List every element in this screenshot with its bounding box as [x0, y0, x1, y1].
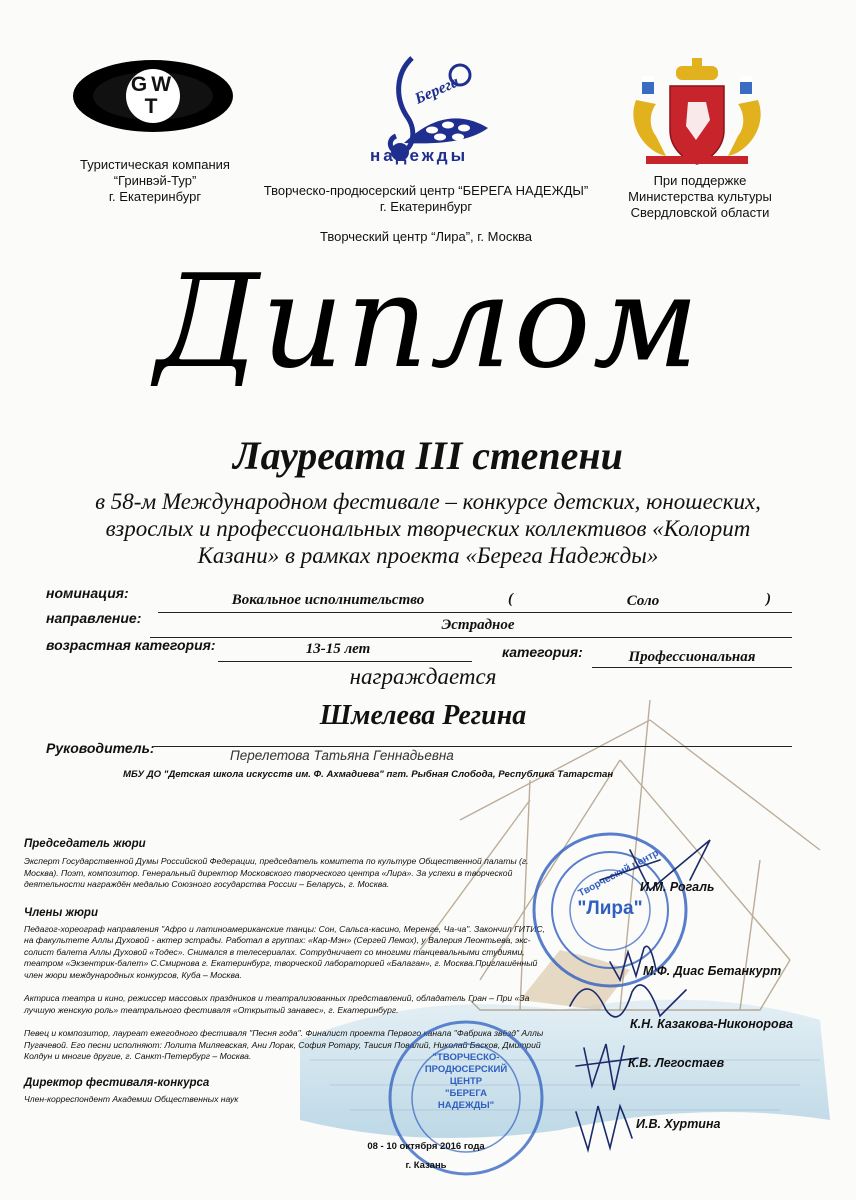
jury-chair-bio: Эксперт Государственной Думы Российской Федерации, председатель комитета по культуре Общественной палаты (г. Москва). Поэт, композитор. Генеральный директор Московского творческого центра «Лира». За успехи в творческой деятельности награждён медалью Союзного государства России – Беларусь, г. Москва.	[24, 856, 529, 889]
center-organization: Творческо-продюсерский центр “БЕРЕГА НАДЕЖДЫ” г. Екатеринбург	[263, 183, 589, 214]
leader-underline	[154, 746, 792, 747]
jury-member-3-bio: Певец и композитор, лауреат ежегодного фестиваля "Песня года". Финалист проекта Первого канала "Фабрика звёзд" Аллы Пугачевой. Его песни исполняют: Лолита Миляевская, Ани Лорак, София Ротару, Таисия Повалий, Николай Басков, Дмитрий Колдун и многие другие, г. Санкт-Петербург – Москва.	[24, 1028, 544, 1061]
direction-value: Эстрадное	[441, 617, 515, 633]
direction-label: направление:	[46, 610, 142, 626]
jury-chair-heading: Председатель жюри	[24, 838, 146, 850]
right-organization: При поддержке Министерства культуры Свердловской области	[628, 173, 772, 220]
festival-director-heading: Директор фестиваля-конкурса	[24, 1076, 210, 1089]
signature-name-2: М.Ф. Диас Бетанкурт	[643, 964, 782, 978]
berega-nadezhdy-logo	[356, 48, 496, 166]
diploma-title: Диплом	[155, 248, 701, 397]
lira-stamp-center-text: "Лира"	[577, 898, 643, 919]
festival-director-bio: Член-корреспондент Академии Общественных наук	[24, 1093, 239, 1104]
jury-member-2-bio: Актриса театра и кино, режиссер массовых праздников и театрализованных представлений, обладатель Гран – При «За лучшую женскую роль» театрального фестиваля «Открытый занавес», г. Екатеринбург.	[24, 993, 530, 1015]
lira-stamp-ring-text: Творческий центр	[576, 847, 661, 900]
signature-name-4: К.В. Легостаев	[628, 1056, 725, 1070]
berega-stamp-text: "ТВОРЧЕСКО- ПРОДЮСЕРСКИЙ ЦЕНТР "БЕРЕГА НАДЕЖДЫ"	[424, 1052, 508, 1111]
nomination-paren-open: (	[508, 591, 513, 607]
nomination-underline	[158, 612, 792, 613]
handwritten-signatures	[540, 820, 770, 1160]
leader-name: Перелетова Татьяна Геннадьевна	[230, 748, 454, 763]
leader-label: Руководитель:	[46, 740, 155, 756]
festival-dates: 08 - 10 октября 2016 года	[367, 1141, 485, 1152]
festival-city: г. Казань	[405, 1160, 447, 1171]
school-name: МБУ ДО "Детская школа искусств им. Ф. Ахмадиева" пгт. Рыбная Слобода, Республика Татарстан	[123, 769, 614, 780]
jury-members-heading: Члены жюри	[24, 906, 98, 919]
jury-member-1-bio: Педагог-хореограф направления "Афро и латиноамериканские танцы: Сон, Сальса-касино, Меренге, Ча-ча". Закончил ГИТИС, на факультете Аллы Духовой - актер эстрады. Работал в группах: «Кар-Мэн» (Сергей Лемох), у Валерия Леонтьева, экс- солист балета Аллы Духовой «Тодес». Снимался в телесериалах. Сотрудничает со многими танцевальными студиями, театром «Экзентрик-балет» С.Смирнова г. Екатеринбург, творческой лабораторией «Балаган», г. Москва.Приглашённый член жюри международных конкурсов, Куба – Москва.	[24, 923, 545, 980]
recipient-name: Шмелева Регина	[319, 700, 527, 731]
age-category-value: 13-15 лет	[305, 641, 371, 657]
age-category-underline	[218, 661, 472, 662]
signature-name-3: К.Н. Казакова-Никонорова	[630, 1017, 793, 1031]
direction-underline	[150, 637, 792, 638]
berega-nadezhdy-stamp	[386, 1018, 546, 1178]
sverdlovsk-coat-of-arms	[626, 56, 768, 168]
logo-word-top: Берега	[412, 73, 462, 108]
category-value: Профессиональная	[628, 649, 756, 665]
nomination-label: номинация:	[46, 585, 129, 601]
nomination-paren-close: )	[766, 591, 771, 607]
gwt-logo	[72, 60, 234, 132]
signature-name-1: И.М. Рогаль	[640, 880, 715, 894]
category-label: категория:	[502, 644, 583, 660]
nomination-sub-value: Соло	[626, 593, 660, 609]
lira-organization: Творческий центр “Лира”, г. Москва	[319, 229, 533, 244]
diploma-subtitle: Лауреата III степени	[233, 433, 623, 478]
awarded-label: награждается	[349, 664, 497, 689]
festival-description: в 58-м Международном фестивале – конкурсе детских, юношеских, взрослых и профессиональных творческих коллективов «Колорит Казани» в рамках проекта «Берега Надежды»	[95, 489, 761, 568]
nomination-value: Вокальное исполнительство	[231, 592, 425, 608]
signature-name-5: И.В. Хуртина	[636, 1117, 721, 1131]
logo-word-bottom: надежды	[370, 146, 469, 165]
gwt-logo-text: GWT	[130, 73, 176, 118]
age-category-label: возрастная категория:	[46, 637, 216, 653]
left-organization: Туристическая компания “Гринвэй-Тур” г. Екатеринбург	[80, 157, 230, 204]
